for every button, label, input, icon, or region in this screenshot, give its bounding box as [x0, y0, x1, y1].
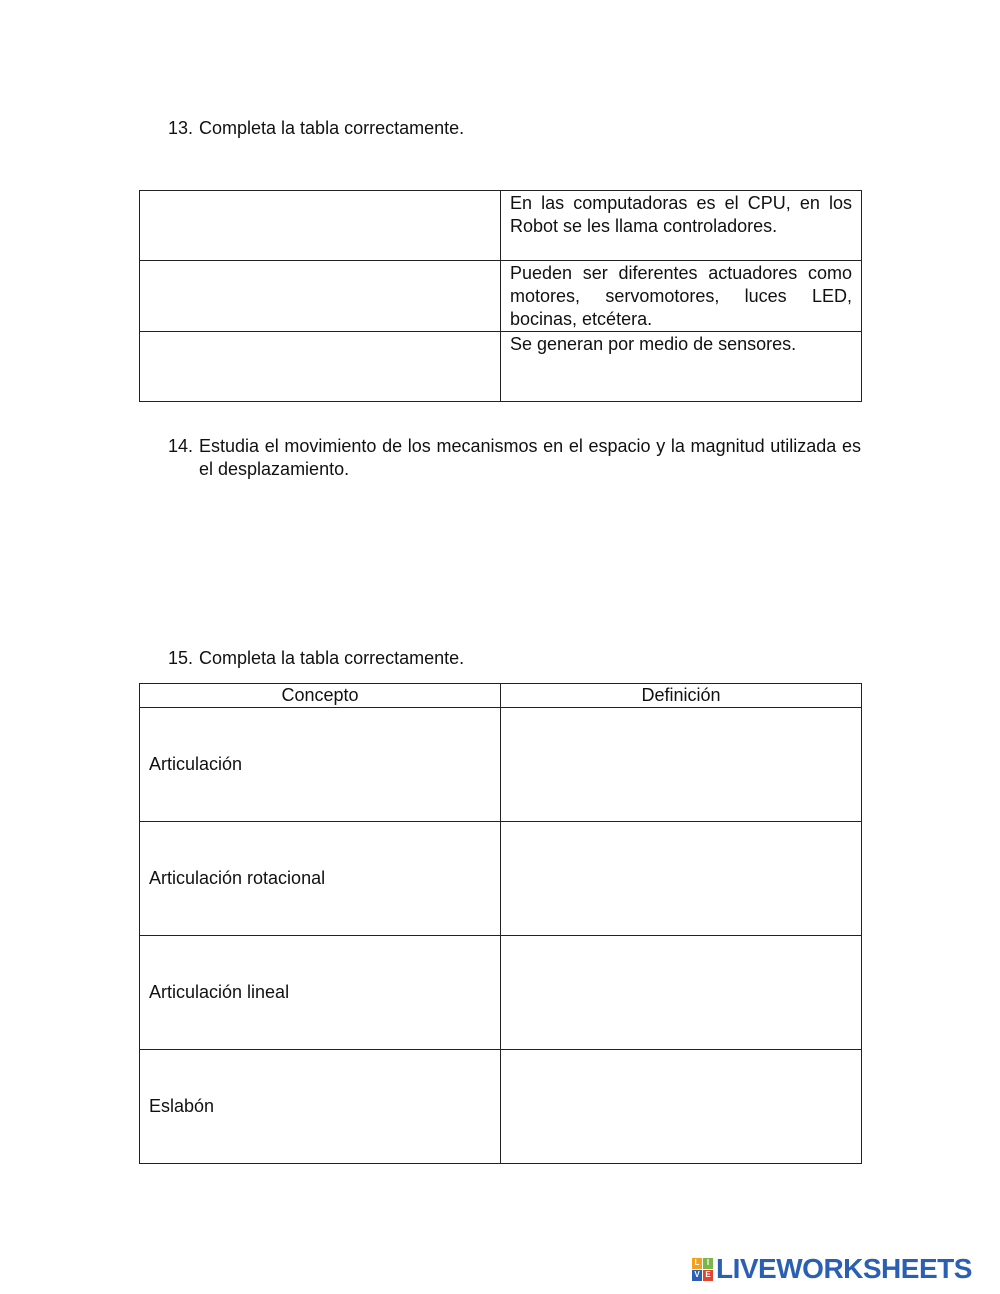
concept-cell: Articulación lineal [140, 936, 501, 1050]
question-15 [168, 647, 861, 670]
concept-cell: Eslabón [140, 1050, 501, 1164]
question-text: Completa la tabla correctamente. [199, 648, 465, 668]
question-number: 13. [168, 118, 194, 138]
logo-letter: I [703, 1258, 713, 1269]
table-row [140, 261, 862, 332]
logo-letter: L [692, 1258, 702, 1269]
logo-letter: V [692, 1270, 702, 1281]
question-number: 15. [168, 648, 194, 668]
table-header-row [140, 684, 862, 708]
question-text: Completa la tabla correctamente. [199, 118, 465, 138]
answer-cell[interactable] [501, 936, 862, 1050]
question-number: 14. [168, 436, 194, 456]
concept-cell: Articulación rotacional [140, 822, 501, 936]
definition-cell: Se generan por medio de sensores. [501, 332, 862, 402]
answer-cell[interactable] [140, 332, 501, 402]
table-row [140, 936, 862, 1050]
table-row [140, 332, 862, 402]
table-row [140, 1050, 862, 1164]
answer-cell[interactable] [140, 191, 501, 261]
answer-cell[interactable] [501, 822, 862, 936]
robot-parts-table [139, 190, 862, 402]
question-text: Estudia el movimiento de los mecanismos en el espacio y la magnitud utilizada es el desplazamiento. [199, 436, 861, 479]
header-definicion: Definición [501, 684, 862, 708]
question-13 [168, 117, 861, 140]
table-row [140, 822, 862, 936]
header-concepto: Concepto [140, 684, 501, 708]
definition-cell: Pueden ser diferentes actuadores como motores, servomotores, luces LED, bocinas, etcétera. [501, 261, 862, 332]
logo-text: LIVEWORKSHEETS [716, 1253, 972, 1284]
definition-cell: En las computadoras es el CPU, en los Robot se les llama controladores. [501, 191, 862, 261]
table-row [140, 708, 862, 822]
logo-icon [692, 1258, 713, 1281]
concept-cell: Articulación [140, 708, 501, 822]
answer-cell[interactable] [501, 1050, 862, 1164]
concepts-table [139, 683, 862, 1164]
logo-letter: E [703, 1270, 713, 1281]
table-row [140, 191, 862, 261]
answer-cell[interactable] [501, 708, 862, 822]
liveworksheets-logo [692, 1254, 972, 1284]
question-14 [168, 435, 861, 481]
answer-cell[interactable] [140, 261, 501, 332]
